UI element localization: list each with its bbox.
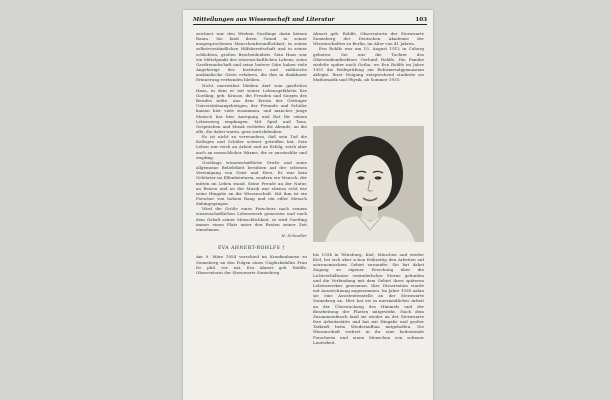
portrait-photo-image: [313, 126, 424, 242]
paragraph: Nicht unerwähnt bleiben darf sein gastliches Haus, in dem er mit seiner Lebensgefährtin Ilse Goetling, geb. Krause, die Freuden und Sorgen des Berufes teilte. Aus dem Kreise der Göttinger Universitätsangehörigen, der Freunde und Schüler kamen hier viele zusammen, und mancher junge Mensch hat hier Anregung und Rat für seinen Lebensweg empfangen. Mit Spiel und Tanz, Gesprächen und Musik verliefen die Abende, an die alle, die dabei waren, gern zurückdenken.: [196, 82, 307, 134]
left-column: [196, 31, 307, 275]
paragraph: Ahnert geb. Rohlfs, Observatorin der Sternwarte Sonneberg der Deutschen Akademie der Wissenschaften zu Berlin, im Alter von 41 Jahren.: [313, 31, 424, 47]
author-signature: H. Schneller: [281, 233, 307, 239]
running-head: [193, 14, 427, 25]
portrait-photo: [313, 126, 424, 242]
right-column-top: [313, 31, 424, 83]
running-head-title: Mitteilungen aus Wissenschaft und Literatur: [193, 17, 335, 23]
paragraph: Goetlings wissenschaftliche Größe und seine allgemeine Beliebtheit beruhten auf der seltenen Vereinigung von Geist und Herz. Er war kein Gelehrter im Elfenbeinturm, sondern ein Mensch, der mitten im Leben stand. Seine Freude an der Natur, an Reisen und an der Musik war ebenso echt wie seine Hingabe an die Wissenschaft. Mit ihm ist ein Forscher von hohem Rang und ein edler Mensch dahingegangen.: [196, 159, 307, 207]
page-number: 103: [415, 17, 427, 23]
paragraph: Wird die Größe eines Forschers nach seinem wissenschaftlichen Lebenswerk gemessen und nach dem Gehalt seiner Menschlichkeit, so wird Goetling immer einen Platz unter den Besten seiner Zeit einnehmen.: [196, 206, 307, 232]
paragraph: bis 1934 in Würzburg, Kiel, München und wieder Kiel, bei sich aber schon frühzeitig den Arbeiten auf astronomischem Gebiet zuwandte. Sie hat dabei Zugang zu eigener Forschung über die Lichtverhältnisse veränderlicher Sterne gefunden und die Verbindung mit dem Gebiet ihres späteren Lebenswerkes gewonnen. Ihre Dissertation wurde mit Auszeichnung angenommen. Im Jahre 1938 nahm sie eine Assistentenstelle an der Sternwarte Sonneberg an. Hier hat sie in unermüdlicher Arbeit an der Überwachung des Himmels und der Bearbeitung der Platten mitgewirkt. Nach dem Zusammenbruch fand sie wieder an der Sternwarte ihre Arbeitsstätte und hat mit Hingabe und großer Tatkraft beim Wiederaufbau mitgeholfen. Die Wissenschaft verliert in ihr eine bedeutende Forscherin und einen Menschen von seltener Lauterkeit.: [313, 252, 424, 345]
obituary-title: EVA AHNERT-ROHLFS †: [217, 246, 286, 252]
paragraph: Es ist nicht zu verwundern, daß sein Tod die Kollegen und Schüler schwer getroffen hat. Sein Leben war reich an Arbeit und an Erfolg, reich aber auch an menschlicher Wärme, die er ausstrahlte und empfing.: [196, 134, 307, 160]
right-column-bottom: [313, 252, 424, 345]
paragraph: Am 9. März 1954 verschied im Krankenhause zu Sonneberg an den Folgen eines Unglücksfalles Frau Dr. phil. rer. nat. Eva Ahnert geb. Rohlfs, Observatorin der Sternwarte Sonneberg: [196, 254, 307, 275]
paragraph: Eva Rohlfs war am 15. August 1912 in Coburg geboren. Sie war die Tochter des Oberstudiendirektors Gerhard Rohlfs. Die Familie siedelte später nach Gotha, wo Eva Rohlfs im Jahre 1931 die Reifeprüfung am Reformrealgymnasium ablegte. Ihrer Neigung entsprechend studierte sie Mathematik und Physik, ab Sommer 1931:: [313, 46, 424, 83]
journal-page: [183, 10, 433, 400]
paragraph: zeichnet war den Werken Goetlings darin keinen Raum. Sie fand ihren Grund in seiner ausgesprochenen Menschenfreundlichkeit, in seiner selbstverständlichen Hilfsbereitschaft und in seiner schlichten, großen Bescheidenheit. Sein Haus war ein Mittelpunkt des wissenschaftlichen Lebens; seine Gastfreundschaft und seine heitere Güte haben viele Angehörige des Institutes und zahlreiche ausländische Gäste erfahren, die ihm in dankbarer Erinnerung verbunden bleiben.: [196, 31, 307, 83]
